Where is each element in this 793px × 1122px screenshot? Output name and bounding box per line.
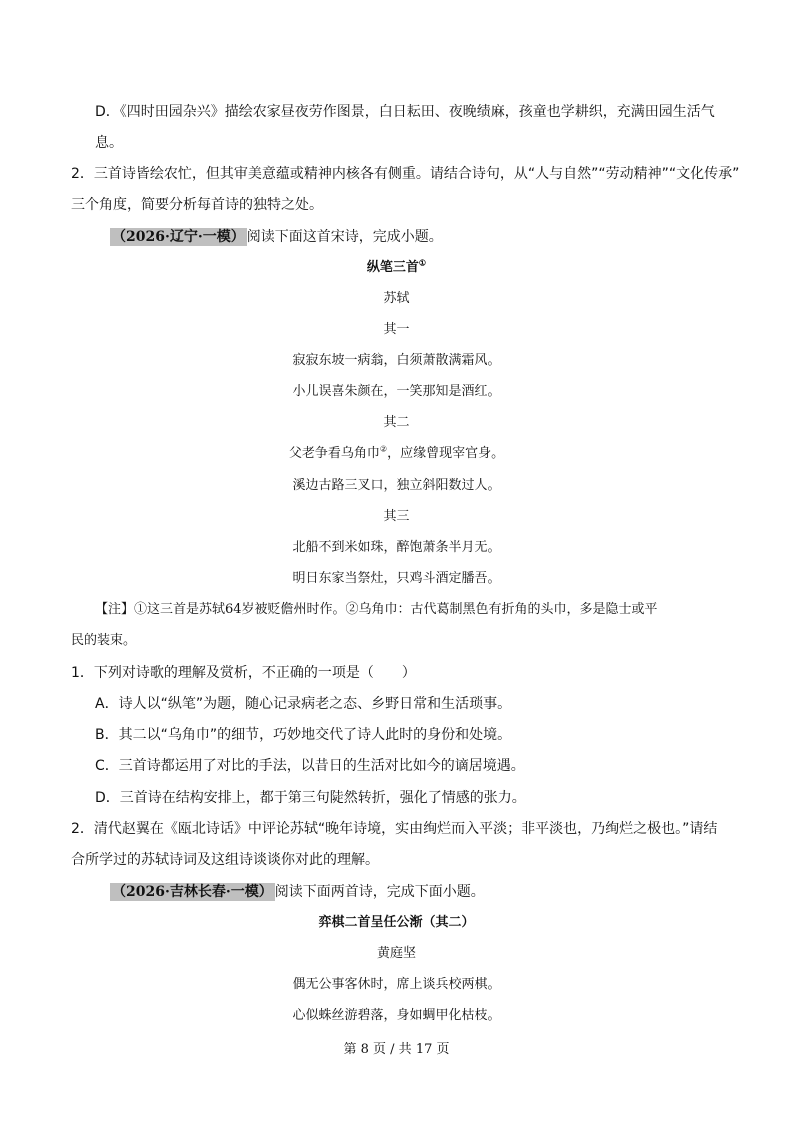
question-1-stem: 1．下列对诗歌的理解及赏析，不正确的一项是（ ） [71, 665, 416, 681]
poem-part-2-line-2: 溪边古路三叉口，独立斜阳数过人。 [292, 478, 501, 493]
poem-part-2-line-1 [0, 444, 793, 464]
poem-part-1-heading: 其一 [383, 322, 410, 337]
poem-part-3-line-1: 北船不到米如珠，醉饱萧条半月无。 [292, 540, 501, 555]
question-1-option-d: D．三首诗在结构安排上，都于第三句陡然转折，强化了情感的张力。 [95, 790, 526, 806]
page-footer: 第 8 页 / 共 17 页 [343, 1042, 450, 1057]
intro-jilin: 阅读下面两首诗，完成下面小题。 [274, 884, 485, 900]
poem-author-sushi: 苏轼 [383, 291, 410, 306]
question-2b-line-1: 2．清代赵翼在《瓯北诗话》中评论苏轼“晚年诗境，实由绚烂而入平淡；非平淡也，乃绚烂之极也。”请结 [71, 821, 718, 837]
poem-part-1-line-1: 寂寂东坡一病翁，白须萧散满霜风。 [292, 353, 501, 368]
question-2b-line-2: 合所学过的苏轼诗词及这组诗谈谈你对此的理解。 [71, 852, 379, 868]
poem-part-2-heading: 其二 [383, 415, 410, 430]
footnote-marker-1: ① [418, 257, 427, 268]
question-1-option-b: B．其二以“乌角巾”的细节，巧妙地交代了诗人此时的身份和处境。 [95, 727, 512, 743]
option-d-line: D．《四时田园杂兴》描绘农家昼夜劳作图景，白日耘田、夜晚绩麻，孩童也学耕织，充满田园生活气 [95, 104, 715, 120]
poem-part-3-heading: 其三 [383, 509, 410, 524]
poem-yiqi-line-2: 心似蛛丝游碧落，身如蜩甲化枯枝。 [292, 1008, 501, 1023]
poem-yiqi-line-1: 偶无公事客休时，席上谈兵校两棋。 [292, 977, 501, 992]
poem-title-text: 纵笔三首 [366, 260, 419, 275]
annotation-line-2: 民的装束。 [71, 633, 137, 648]
poem-title-zongbi [0, 258, 793, 278]
poem-part-2-line-1-b: ，应缘曾现宰官身。 [387, 446, 505, 461]
question-1-option-c: C．三首诗都运用了对比的手法，以昔日的生活对比如今的谪居境遇。 [95, 758, 525, 774]
source-line-liaoning [110, 227, 443, 247]
poem-part-1-line-2: 小儿误喜朱颜在，一笑那知是酒红。 [292, 384, 501, 399]
source-tag-jilin: （2026·吉林长春·一模） [112, 884, 273, 900]
question-1-option-a: A．诗人以“纵笔”为题，随心记录病老之态、乡野日常和生活琐事。 [95, 696, 512, 712]
poem-title-yiqi: 弈棋二首呈任公渐（其二） [318, 915, 475, 930]
source-line-jilin [110, 882, 485, 902]
intro-liaoning: 阅读下面这首宋诗，完成小题。 [246, 229, 443, 245]
footnote-marker-2: ② [379, 444, 388, 454]
question-2-line-2: 三个角度，简要分析每首诗的独特之处。 [71, 197, 323, 213]
annotation-line-1: 【注】①这三首是苏轼64岁被贬儋州时作。②乌角巾：古代葛制黑色有折角的头巾，多是隐士或平 [95, 602, 658, 617]
poem-author-huang: 黄庭坚 [376, 946, 416, 961]
poem-part-3-line-2: 明日东家当祭灶，只鸡斗酒定膰吾。 [292, 571, 501, 586]
option-d-continuation: 息。 [95, 135, 123, 151]
poem-part-2-line-1-a: 父老争看乌角巾 [288, 446, 380, 461]
question-2-line-1: 2．三首诗皆绘农忙，但其审美意蕴或精神内核各有侧重。请结合诗句，从“人与自然”“劳动精神”“文化传承” [71, 166, 740, 182]
source-tag-liaoning: （2026·辽宁·一模） [112, 229, 245, 245]
